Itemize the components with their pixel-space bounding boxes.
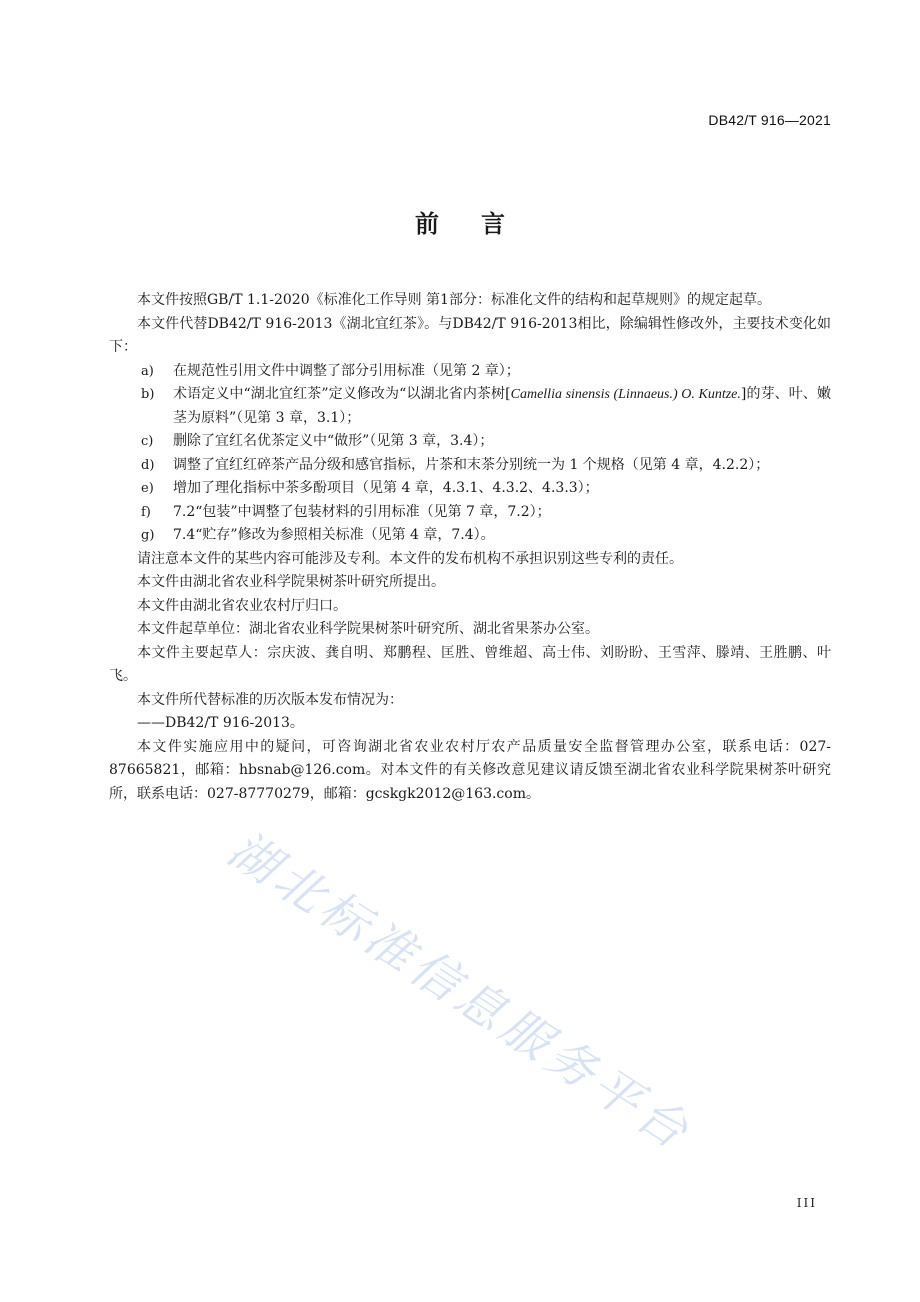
list-marker: f) <box>141 504 151 520</box>
drafters: 本文件主要起草人：宗庆波、龚自明、郑鹏程、匡胜、曾维超、高士伟、刘盼盼、王雪萍、滕靖、王胜鹏、叶飞。 <box>109 644 831 684</box>
list-marker: c) <box>141 434 154 449</box>
change-item-g <box>109 524 831 548</box>
foreword-body <box>109 289 831 806</box>
tea-plant-latin-name: Camellia sinensis (Linnaeus.) O. Kuntze. <box>510 387 741 402</box>
proposed-by: 本文件由湖北省农业科学院果树茶叶研究所提出。 <box>137 574 445 590</box>
page-title: 前言 <box>415 210 547 238</box>
change-text: 调整了宜红红碎茶产品分级和感官指标，片茶和末茶分别统一为 1 个规格（见第 4 章，4.2.2）； <box>173 456 770 473</box>
paragraph-replacement: 本文件代替DB42/T 916-2013《湖北宜红茶》。与DB42/T 916-2013相比，除编辑性修改外，主要技术变化如下： <box>109 315 831 355</box>
page-number: III <box>796 1196 817 1210</box>
list-marker: d) <box>141 457 155 473</box>
change-text: 7.2“包装”中调整了包装材料的引用标准（见第 7 章，7.2）； <box>173 503 551 520</box>
change-item-d <box>109 454 831 478</box>
list-marker: a) <box>141 363 154 379</box>
contact-info: 本文件实施应用中的疑问，可咨询湖北省农业农村厅农产品质量安全监督管理办公室，联系电话：027-87665821，邮箱：hbsnab@126.com。对本文件的有关修改意见建议请反馈至湖北省农业科学院果树茶叶研究所，联系电话：027-87770279，邮箱：gcskgk2012@163.com。 <box>109 738 831 802</box>
watermark-text: 湖北标准信息服务平台 <box>218 821 702 1163</box>
paragraph-drafting-rules: 本文件按照GB/T 1.1-2020《标准化工作导则 第1部分：标准化文件的结构和起草规则》的规定起草。 <box>137 292 771 308</box>
change-text-after: ]的芽、叶、嫩茎为原料”（见第 3 章，3.1）； <box>173 386 831 426</box>
history-intro: 本文件所代替标准的历次版本发布情况为： <box>137 691 403 708</box>
patent-notice: 请注意本文件的某些内容可能涉及专利。本文件的发布机构不承担识别这些专利的责任。 <box>137 550 683 567</box>
change-item-b <box>109 383 831 430</box>
managed-by: 本文件由湖北省农业农村厅归口。 <box>137 597 347 614</box>
change-text: 删除了宜红名优茶定义中“做形”（见第 3 章，3.4）； <box>173 433 494 449</box>
drafting-units: 本文件起草单位：湖北省农业科学院果树茶叶研究所、湖北省果茶办公室。 <box>137 621 599 637</box>
history-item: ——DB42/T 916-2013。 <box>137 715 304 731</box>
change-text-before: 术语定义中“湖北宜红茶”定义修改为“以湖北省内茶树[ <box>173 386 511 402</box>
standard-code: DB42/T 916—2021 <box>708 112 831 128</box>
change-text: 在规范性引用文件中调整了部分引用标准（见第 2 章）； <box>173 362 520 379</box>
change-item-c <box>109 430 831 454</box>
change-text: 7.4“贮存”修改为参照相关标准（见第 4 章，7.4）。 <box>173 527 495 543</box>
change-item-f <box>109 501 831 525</box>
change-text: 增加了理化指标中茶多酚项目（见第 4 章，4.3.1、4.3.2、4.3.3）； <box>173 480 599 496</box>
list-marker: g) <box>141 528 155 543</box>
list-marker: e) <box>141 481 154 496</box>
list-marker: b) <box>141 387 155 402</box>
change-item-a <box>109 360 831 384</box>
change-item-e <box>109 477 831 501</box>
